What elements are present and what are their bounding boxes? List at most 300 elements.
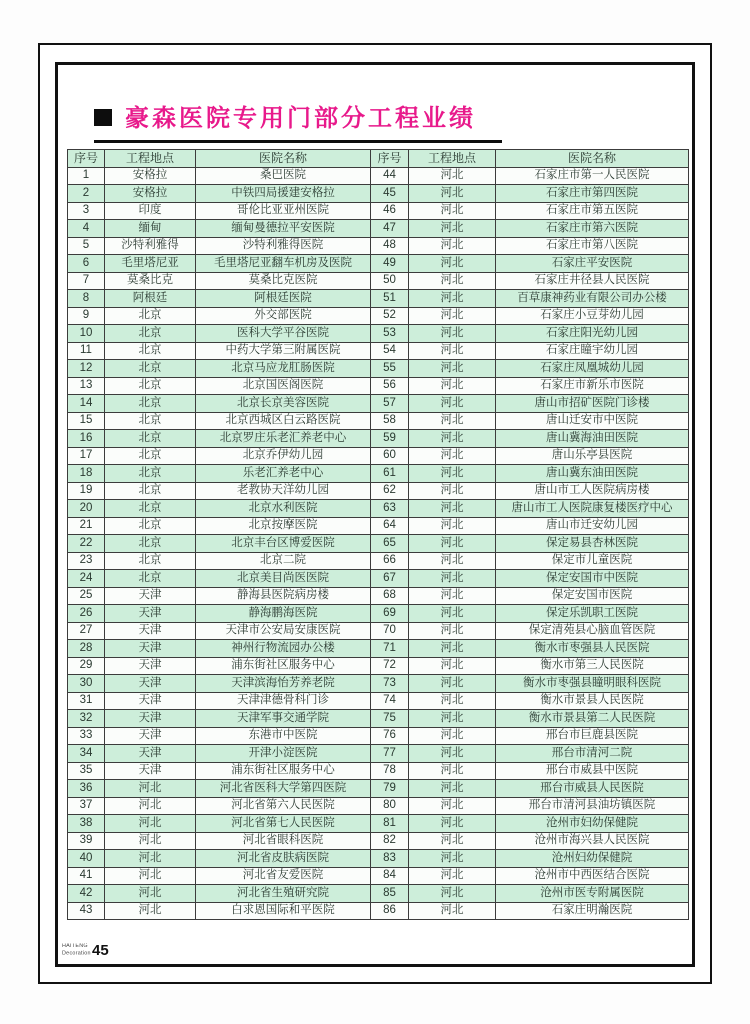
table-row bbox=[68, 185, 371, 203]
hospital-cell: 北京罗庄乐老汇养老中心 bbox=[196, 430, 371, 448]
location-cell: 河北 bbox=[409, 832, 496, 850]
row-number-cell: 15 bbox=[68, 412, 105, 430]
row-number-cell: 5 bbox=[68, 237, 105, 255]
table-row bbox=[68, 885, 371, 903]
hospital-cell: 石家庄市第一人民医院 bbox=[496, 167, 689, 185]
row-number-cell: 52 bbox=[371, 307, 409, 325]
hospital-cell: 石家庄市第六医院 bbox=[496, 220, 689, 238]
hospital-cell: 沧州市中西医结合医院 bbox=[496, 867, 689, 885]
table-row bbox=[371, 202, 689, 220]
row-number-cell: 12 bbox=[68, 360, 105, 378]
table-row bbox=[68, 447, 371, 465]
table-row bbox=[371, 570, 689, 588]
location-cell: 河北 bbox=[409, 535, 496, 553]
row-number-cell: 31 bbox=[68, 692, 105, 710]
row-number-cell: 7 bbox=[68, 272, 105, 290]
location-cell: 河北 bbox=[409, 657, 496, 675]
hospital-cell: 神州行物流园办公楼 bbox=[196, 640, 371, 658]
row-number-cell: 20 bbox=[68, 500, 105, 518]
row-number-cell: 60 bbox=[371, 447, 409, 465]
location-cell: 天津 bbox=[105, 657, 196, 675]
location-cell: 河北 bbox=[409, 430, 496, 448]
location-cell: 河北 bbox=[409, 360, 496, 378]
table-row bbox=[68, 605, 371, 623]
table-row bbox=[371, 815, 689, 833]
row-number-cell: 46 bbox=[371, 202, 409, 220]
location-cell: 河北 bbox=[409, 850, 496, 868]
table-row bbox=[68, 482, 371, 500]
row-number-cell: 50 bbox=[371, 272, 409, 290]
table-row bbox=[68, 710, 371, 728]
hospital-cell: 天津市公安局安康医院 bbox=[196, 622, 371, 640]
hospital-cell: 河北省友爱医院 bbox=[196, 867, 371, 885]
location-cell: 沙特利雅得 bbox=[105, 237, 196, 255]
location-cell: 北京 bbox=[105, 395, 196, 413]
row-number-cell: 73 bbox=[371, 675, 409, 693]
location-cell: 安格拉 bbox=[105, 167, 196, 185]
hospital-cell: 唐山冀海油田医院 bbox=[496, 430, 689, 448]
row-number-cell: 75 bbox=[371, 710, 409, 728]
location-cell: 北京 bbox=[105, 447, 196, 465]
row-number-cell: 14 bbox=[68, 395, 105, 413]
location-cell: 河北 bbox=[409, 167, 496, 185]
location-cell: 天津 bbox=[105, 675, 196, 693]
hospital-cell: 北京丰台区博爱医院 bbox=[196, 535, 371, 553]
location-cell: 北京 bbox=[105, 360, 196, 378]
table-row bbox=[68, 465, 371, 483]
row-number-cell: 17 bbox=[68, 447, 105, 465]
row-number-cell: 40 bbox=[68, 850, 105, 868]
table-row bbox=[68, 762, 371, 780]
row-number-cell: 24 bbox=[68, 570, 105, 588]
hospital-cell: 沧州市医专附属医院 bbox=[496, 885, 689, 903]
location-cell: 缅甸 bbox=[105, 220, 196, 238]
table-row bbox=[68, 342, 371, 360]
table-row bbox=[371, 430, 689, 448]
location-cell: 莫桑比克 bbox=[105, 272, 196, 290]
location-cell: 安格拉 bbox=[105, 185, 196, 203]
location-cell: 北京 bbox=[105, 535, 196, 553]
row-number-cell: 62 bbox=[371, 482, 409, 500]
hospital-cell: 唐山市招矿医院门诊楼 bbox=[496, 395, 689, 413]
row-number-cell: 22 bbox=[68, 535, 105, 553]
hospital-cell: 中铁四局援建安格拉 bbox=[196, 185, 371, 203]
hospital-cell: 北京西城区白云路医院 bbox=[196, 412, 371, 430]
hospital-cell: 开津小淀医院 bbox=[196, 745, 371, 763]
row-number-cell: 27 bbox=[68, 622, 105, 640]
table-row bbox=[68, 570, 371, 588]
hospital-cell: 石家庄井径县人民医院 bbox=[496, 272, 689, 290]
location-cell: 阿根廷 bbox=[105, 290, 196, 308]
hospital-cell: 乐老汇养老中心 bbox=[196, 465, 371, 483]
location-cell: 河北 bbox=[105, 815, 196, 833]
hospital-cell: 北京马应龙肛肠医院 bbox=[196, 360, 371, 378]
hospital-cell: 哥伦比亚亚州医院 bbox=[196, 202, 371, 220]
row-number-cell: 49 bbox=[371, 255, 409, 273]
table-row bbox=[68, 850, 371, 868]
table-row bbox=[68, 325, 371, 343]
column-header-hospital: 医院名称 bbox=[496, 150, 689, 168]
table-row bbox=[371, 377, 689, 395]
row-number-cell: 3 bbox=[68, 202, 105, 220]
table-row bbox=[68, 552, 371, 570]
page-title-block bbox=[94, 98, 502, 143]
table-row bbox=[68, 902, 371, 920]
table-row bbox=[371, 325, 689, 343]
row-number-cell: 25 bbox=[68, 587, 105, 605]
row-number-cell: 64 bbox=[371, 517, 409, 535]
hospital-cell: 老教协天洋幼儿园 bbox=[196, 482, 371, 500]
location-cell: 河北 bbox=[409, 762, 496, 780]
table-row bbox=[371, 447, 689, 465]
table-header-row bbox=[68, 150, 371, 168]
row-number-cell: 86 bbox=[371, 902, 409, 920]
table-row bbox=[371, 710, 689, 728]
hospital-cell: 缅甸曼德拉平安医院 bbox=[196, 220, 371, 238]
table-row bbox=[371, 342, 689, 360]
location-cell: 北京 bbox=[105, 570, 196, 588]
location-cell: 河北 bbox=[105, 832, 196, 850]
location-cell: 河北 bbox=[409, 220, 496, 238]
row-number-cell: 63 bbox=[371, 500, 409, 518]
table-row bbox=[68, 622, 371, 640]
hospital-cell: 静海鹏海医院 bbox=[196, 605, 371, 623]
row-number-cell: 19 bbox=[68, 482, 105, 500]
location-cell: 天津 bbox=[105, 745, 196, 763]
location-cell: 北京 bbox=[105, 482, 196, 500]
hospital-cell: 唐山市工人医院康复楼医疗中心 bbox=[496, 500, 689, 518]
location-cell: 河北 bbox=[409, 570, 496, 588]
hospital-cell: 邢台市清河二院 bbox=[496, 745, 689, 763]
row-number-cell: 57 bbox=[371, 395, 409, 413]
location-cell: 河北 bbox=[409, 465, 496, 483]
location-cell: 北京 bbox=[105, 307, 196, 325]
hospital-cell: 保定清苑县心脑血管医院 bbox=[496, 622, 689, 640]
row-number-cell: 18 bbox=[68, 465, 105, 483]
row-number-cell: 70 bbox=[371, 622, 409, 640]
location-cell: 天津 bbox=[105, 762, 196, 780]
row-number-cell: 78 bbox=[371, 762, 409, 780]
location-cell: 河北 bbox=[409, 675, 496, 693]
row-number-cell: 38 bbox=[68, 815, 105, 833]
row-number-cell: 16 bbox=[68, 430, 105, 448]
location-cell: 河北 bbox=[105, 885, 196, 903]
title-bullet-square bbox=[94, 109, 112, 126]
location-cell: 天津 bbox=[105, 605, 196, 623]
table-row bbox=[68, 395, 371, 413]
location-cell: 河北 bbox=[409, 727, 496, 745]
row-number-cell: 6 bbox=[68, 255, 105, 273]
row-number-cell: 41 bbox=[68, 867, 105, 885]
page-title: 豪森医院专用门部分工程业绩 bbox=[125, 105, 476, 132]
row-number-cell: 72 bbox=[371, 657, 409, 675]
table-row bbox=[68, 360, 371, 378]
row-number-cell: 59 bbox=[371, 430, 409, 448]
table-row bbox=[68, 780, 371, 798]
row-number-cell: 55 bbox=[371, 360, 409, 378]
row-number-cell: 83 bbox=[371, 850, 409, 868]
location-cell: 河北 bbox=[409, 272, 496, 290]
row-number-cell: 47 bbox=[371, 220, 409, 238]
hospital-cell: 河北省眼科医院 bbox=[196, 832, 371, 850]
hospital-cell: 石家庄凤凰城幼儿园 bbox=[496, 360, 689, 378]
hospital-cell: 北京乔伊幼儿园 bbox=[196, 447, 371, 465]
location-cell: 河北 bbox=[409, 290, 496, 308]
row-number-cell: 81 bbox=[371, 815, 409, 833]
row-number-cell: 36 bbox=[68, 780, 105, 798]
row-number-cell: 42 bbox=[68, 885, 105, 903]
row-number-cell: 79 bbox=[371, 780, 409, 798]
row-number-cell: 26 bbox=[68, 605, 105, 623]
location-cell: 河北 bbox=[409, 202, 496, 220]
table-row bbox=[371, 745, 689, 763]
table-row bbox=[371, 185, 689, 203]
table-row bbox=[371, 395, 689, 413]
row-number-cell: 4 bbox=[68, 220, 105, 238]
location-cell: 北京 bbox=[105, 377, 196, 395]
hospital-cell: 石家庄平安医院 bbox=[496, 255, 689, 273]
hospital-cell: 河北省医科大学第四医院 bbox=[196, 780, 371, 798]
column-header-location: 工程地点 bbox=[105, 150, 196, 168]
hospital-cell: 沧州市妇幼保健院 bbox=[496, 815, 689, 833]
hospital-cell: 石家庄阳光幼儿园 bbox=[496, 325, 689, 343]
hospital-cell: 河北省第六人民医院 bbox=[196, 797, 371, 815]
row-number-cell: 58 bbox=[371, 412, 409, 430]
location-cell: 河北 bbox=[409, 185, 496, 203]
row-number-cell: 77 bbox=[371, 745, 409, 763]
hospital-cell: 唐山市迁安幼儿园 bbox=[496, 517, 689, 535]
location-cell: 印度 bbox=[105, 202, 196, 220]
table-row bbox=[371, 797, 689, 815]
row-number-cell: 37 bbox=[68, 797, 105, 815]
table-row bbox=[68, 430, 371, 448]
row-number-cell: 28 bbox=[68, 640, 105, 658]
hospital-cell: 衡水市景县人民医院 bbox=[496, 692, 689, 710]
row-number-cell: 13 bbox=[68, 377, 105, 395]
table-row bbox=[371, 237, 689, 255]
location-cell: 河北 bbox=[409, 482, 496, 500]
table-row bbox=[371, 622, 689, 640]
hospital-cell: 沧州市海兴县人民医院 bbox=[496, 832, 689, 850]
row-number-cell: 67 bbox=[371, 570, 409, 588]
hospital-cell: 北京水利医院 bbox=[196, 500, 371, 518]
table-row bbox=[371, 167, 689, 185]
hospital-cell: 衡水市景县第二人民医院 bbox=[496, 710, 689, 728]
hospital-cell: 北京按摩医院 bbox=[196, 517, 371, 535]
brand-logo bbox=[62, 944, 91, 958]
table-row bbox=[371, 762, 689, 780]
row-number-cell: 34 bbox=[68, 745, 105, 763]
row-number-cell: 65 bbox=[371, 535, 409, 553]
row-number-cell: 32 bbox=[68, 710, 105, 728]
location-cell: 天津 bbox=[105, 587, 196, 605]
row-number-cell: 39 bbox=[68, 832, 105, 850]
hospital-cell: 北京国医阁医院 bbox=[196, 377, 371, 395]
hospital-cell: 唐山乐亭县医院 bbox=[496, 447, 689, 465]
table-row bbox=[371, 832, 689, 850]
hospital-cell: 外交部医院 bbox=[196, 307, 371, 325]
table-row bbox=[371, 850, 689, 868]
hospital-cell: 河北省第七人民医院 bbox=[196, 815, 371, 833]
hospital-cell: 保定安国市医院 bbox=[496, 587, 689, 605]
row-number-cell: 9 bbox=[68, 307, 105, 325]
table-row bbox=[68, 290, 371, 308]
hospital-cell: 天津滨海怡芳养老院 bbox=[196, 675, 371, 693]
column-header-number: 序号 bbox=[371, 150, 409, 168]
table-row bbox=[371, 605, 689, 623]
hospital-cell: 浦东街社区服务中心 bbox=[196, 657, 371, 675]
table-row bbox=[68, 220, 371, 238]
table-row bbox=[371, 640, 689, 658]
location-cell: 河北 bbox=[409, 325, 496, 343]
row-number-cell: 53 bbox=[371, 325, 409, 343]
hospital-cell: 毛里塔尼亚翻车机房及医院 bbox=[196, 255, 371, 273]
hospital-cell: 邢台市威县人民医院 bbox=[496, 780, 689, 798]
hospital-cell: 衡水市枣强县瞳明眼科医院 bbox=[496, 675, 689, 693]
row-number-cell: 56 bbox=[371, 377, 409, 395]
row-number-cell: 30 bbox=[68, 675, 105, 693]
table-header-row bbox=[371, 150, 689, 168]
table-row bbox=[371, 482, 689, 500]
hospital-cell: 河北省生殖研究院 bbox=[196, 885, 371, 903]
table-row bbox=[68, 272, 371, 290]
row-number-cell: 23 bbox=[68, 552, 105, 570]
hospital-cell: 静海县医院病房楼 bbox=[196, 587, 371, 605]
table-row bbox=[371, 307, 689, 325]
table-left-half bbox=[67, 149, 371, 920]
row-number-cell: 11 bbox=[68, 342, 105, 360]
location-cell: 河北 bbox=[409, 500, 496, 518]
table-row bbox=[68, 797, 371, 815]
hospital-cell: 北京二院 bbox=[196, 552, 371, 570]
column-header-hospital: 医院名称 bbox=[196, 150, 371, 168]
row-number-cell: 8 bbox=[68, 290, 105, 308]
row-number-cell: 51 bbox=[371, 290, 409, 308]
row-number-cell: 69 bbox=[371, 605, 409, 623]
hospital-cell: 唐山冀东油田医院 bbox=[496, 465, 689, 483]
location-cell: 河北 bbox=[409, 710, 496, 728]
hospital-cell: 石家庄市第八医院 bbox=[496, 237, 689, 255]
table-row bbox=[371, 657, 689, 675]
row-number-cell: 10 bbox=[68, 325, 105, 343]
location-cell: 北京 bbox=[105, 342, 196, 360]
row-number-cell: 45 bbox=[371, 185, 409, 203]
hospital-cell: 石家庄小豆芽幼儿园 bbox=[496, 307, 689, 325]
hospital-cell: 莫桑比克医院 bbox=[196, 272, 371, 290]
table-row bbox=[68, 815, 371, 833]
location-cell: 河北 bbox=[409, 307, 496, 325]
hospital-cell: 衡水市第三人民医院 bbox=[496, 657, 689, 675]
row-number-cell: 82 bbox=[371, 832, 409, 850]
column-header-location: 工程地点 bbox=[409, 150, 496, 168]
hospital-cell: 保定易县杏林医院 bbox=[496, 535, 689, 553]
table-row bbox=[68, 867, 371, 885]
hospital-cell: 天津军事交通学院 bbox=[196, 710, 371, 728]
location-cell: 毛里塔尼亚 bbox=[105, 255, 196, 273]
hospital-cell: 医科大学平谷医院 bbox=[196, 325, 371, 343]
table-row bbox=[68, 412, 371, 430]
location-cell: 河北 bbox=[409, 517, 496, 535]
table-row bbox=[371, 885, 689, 903]
hospital-cell: 北京美目尚医医院 bbox=[196, 570, 371, 588]
table-row bbox=[68, 657, 371, 675]
hospital-cell: 唐山市工人医院病房楼 bbox=[496, 482, 689, 500]
hospital-cell: 邢台市清河县油坊镇医院 bbox=[496, 797, 689, 815]
table-row bbox=[371, 255, 689, 273]
table-row bbox=[371, 587, 689, 605]
row-number-cell: 29 bbox=[68, 657, 105, 675]
table-row bbox=[68, 202, 371, 220]
row-number-cell: 48 bbox=[371, 237, 409, 255]
table-row bbox=[68, 675, 371, 693]
table-row bbox=[68, 500, 371, 518]
table-row bbox=[371, 552, 689, 570]
hospital-cell: 白求恩国际和平医院 bbox=[196, 902, 371, 920]
hospital-cell: 邢台市巨鹿县医院 bbox=[496, 727, 689, 745]
hospital-cell: 沙特利雅得医院 bbox=[196, 237, 371, 255]
table-row bbox=[371, 675, 689, 693]
table-row bbox=[371, 500, 689, 518]
table-right-half bbox=[370, 149, 689, 920]
location-cell: 河北 bbox=[409, 395, 496, 413]
location-cell: 河北 bbox=[409, 692, 496, 710]
table-row bbox=[371, 535, 689, 553]
location-cell: 北京 bbox=[105, 325, 196, 343]
hospital-cell: 石家庄明瀚医院 bbox=[496, 902, 689, 920]
location-cell: 河北 bbox=[409, 867, 496, 885]
location-cell: 北京 bbox=[105, 552, 196, 570]
location-cell: 河北 bbox=[409, 885, 496, 903]
location-cell: 河北 bbox=[409, 255, 496, 273]
location-cell: 河北 bbox=[409, 797, 496, 815]
location-cell: 河北 bbox=[409, 237, 496, 255]
location-cell: 河北 bbox=[409, 447, 496, 465]
location-cell: 天津 bbox=[105, 710, 196, 728]
row-number-cell: 2 bbox=[68, 185, 105, 203]
location-cell: 河北 bbox=[105, 780, 196, 798]
table-row bbox=[371, 272, 689, 290]
row-number-cell: 1 bbox=[68, 167, 105, 185]
table-row bbox=[371, 360, 689, 378]
row-number-cell: 33 bbox=[68, 727, 105, 745]
hospital-cell: 保定安国市中医院 bbox=[496, 570, 689, 588]
table-row bbox=[68, 587, 371, 605]
row-number-cell: 21 bbox=[68, 517, 105, 535]
location-cell: 河北 bbox=[409, 815, 496, 833]
table-row bbox=[68, 692, 371, 710]
hospital-cell: 阿根廷医院 bbox=[196, 290, 371, 308]
hospital-cell: 中药大学第三附属医院 bbox=[196, 342, 371, 360]
hospital-cell: 石家庄市第五医院 bbox=[496, 202, 689, 220]
hospital-cell: 邢台市威县中医院 bbox=[496, 762, 689, 780]
row-number-cell: 66 bbox=[371, 552, 409, 570]
table-row bbox=[68, 517, 371, 535]
location-cell: 河北 bbox=[409, 605, 496, 623]
hospital-cell: 唐山迁安市中医院 bbox=[496, 412, 689, 430]
table-row bbox=[371, 867, 689, 885]
table-row bbox=[371, 692, 689, 710]
page-footer bbox=[62, 942, 109, 957]
location-cell: 河北 bbox=[409, 552, 496, 570]
location-cell: 河北 bbox=[409, 377, 496, 395]
table-row bbox=[68, 377, 371, 395]
row-number-cell: 61 bbox=[371, 465, 409, 483]
row-number-cell: 54 bbox=[371, 342, 409, 360]
location-cell: 北京 bbox=[105, 517, 196, 535]
hospital-cell: 天津津德骨科门诊 bbox=[196, 692, 371, 710]
row-number-cell: 44 bbox=[371, 167, 409, 185]
location-cell: 北京 bbox=[105, 465, 196, 483]
